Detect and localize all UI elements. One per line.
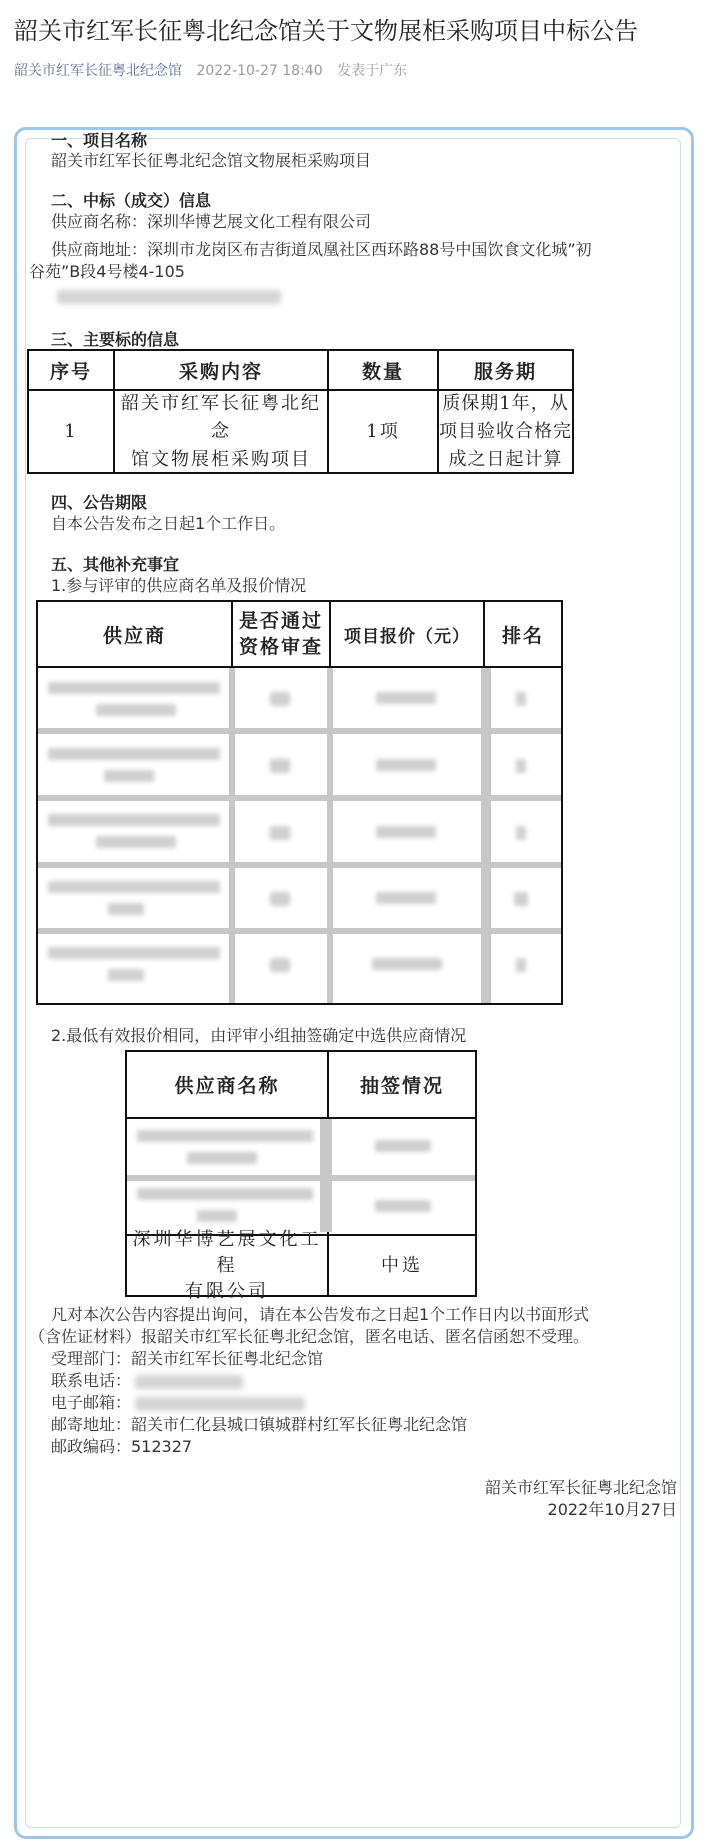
postal-code: 邮政编码：512327 <box>51 1437 193 1456</box>
row-index: 1 <box>64 420 78 442</box>
account-name-link[interactable]: 韶关市红军长征粤北纪念馆 <box>14 63 182 79</box>
notice-period: 自本公告发布之日起1个工作日。 <box>51 514 286 533</box>
redacted-email <box>135 1397 305 1411</box>
publish-location: 发表于广东 <box>337 63 408 79</box>
col-rank-header: 排名 <box>501 624 544 647</box>
winner-supplier <box>127 1228 327 1302</box>
col-quantity-header: 数量 <box>361 360 404 383</box>
supplier-name: 供应商名称：深圳华博艺展文化工程有限公司 <box>51 212 372 231</box>
row-content <box>115 391 327 472</box>
row-service <box>439 391 572 472</box>
signature-date: 2022年10月27日 <box>547 1500 677 1519</box>
row-service-line-1: 质保期1年，从 <box>442 392 569 414</box>
col-supplier-name-header: 供应商名称 <box>174 1075 280 1097</box>
redacted-phone <box>135 1375 243 1389</box>
publish-date: 2022-10-27 18:40 <box>196 63 323 79</box>
row-service-line-2: 项目验收合格完 <box>439 420 572 442</box>
col-content-header: 采购内容 <box>178 360 263 383</box>
col-qualified-line-1: 是否通过 <box>238 610 323 632</box>
lottery-subtitle: 2.最低有效报价相同，由评审小组抽签确定中选供应商情况 <box>51 1026 467 1045</box>
signature-org: 韶关市红军长征粤北纪念馆 <box>484 1478 677 1497</box>
mailing-address: 邮寄地址：韶关市仁化县城口镇城群村红军长征粤北纪念馆 <box>51 1415 468 1434</box>
email-label: 电子邮箱： <box>51 1393 132 1412</box>
contact-phone-label: 联系电话： <box>51 1371 132 1390</box>
inquiry-notice-line-2: （含佐证材料）报韶关市红军长征粤北纪念馆，匿名电话、匿名信函恕不受理。 <box>29 1327 590 1346</box>
main-items-table <box>27 349 574 474</box>
lottery-table <box>125 1050 477 1302</box>
supplier-address-line-2: 谷苑”B段4号楼4-105 <box>29 262 185 281</box>
article-meta <box>14 61 407 81</box>
bidders-table <box>36 600 563 1005</box>
section-2-heading: 二、中标（成交）信息 <box>51 191 212 210</box>
col-qualified-line-2: 资格审查 <box>238 636 323 658</box>
inquiry-notice-line-1: 凡对本次公告内容提出询问，请在本公告发布之日起1个工作日内以书面形式 <box>51 1305 590 1324</box>
section-4-heading: 四、公告期限 <box>51 493 148 512</box>
section-3-heading: 三、主要标的信息 <box>51 330 180 349</box>
row-content-line-1: 韶关市红军长征粤北纪念 <box>121 392 321 442</box>
winner-supplier-line-2: 有限公司 <box>185 1280 269 1302</box>
winner-result: 中选 <box>381 1254 423 1276</box>
announcement-card <box>14 127 694 1839</box>
project-name: 韶关市红军长征粤北纪念馆文物展柜采购项目 <box>51 151 372 170</box>
row-service-line-3: 成之日起计算 <box>448 448 563 470</box>
col-index-header: 序号 <box>49 360 92 383</box>
bidders-subtitle: 1.参与评审的供应商名单及报价情况 <box>51 576 307 595</box>
col-supplier-header: 供应商 <box>102 624 166 647</box>
section-5-heading: 五、其他补充事宜 <box>51 555 180 574</box>
supplier-address-line-1: 供应商地址：深圳市龙岗区布吉街道凤凰社区西环路88号中国饮食文化城”初 <box>51 240 592 259</box>
article-title: 韶关市红军长征粤北纪念馆关于文物展柜采购项目中标公告 <box>14 17 638 45</box>
accepting-department: 受理部门：韶关市红军长征粤北纪念馆 <box>51 1349 324 1368</box>
winner-supplier-line-1: 深圳华博艺展文化工程 <box>132 1228 322 1276</box>
redacted-bid-amount <box>57 290 281 304</box>
row-quantity: 1项 <box>366 420 400 442</box>
col-price-header: 项目报价（元） <box>344 626 470 647</box>
col-qualified-header <box>233 602 329 666</box>
col-lottery-header: 抽签情况 <box>359 1075 444 1097</box>
col-service-header: 服务期 <box>473 360 537 383</box>
section-1-heading: 一、项目名称 <box>51 131 148 150</box>
row-content-line-2: 馆文物展柜采购项目 <box>131 448 311 470</box>
